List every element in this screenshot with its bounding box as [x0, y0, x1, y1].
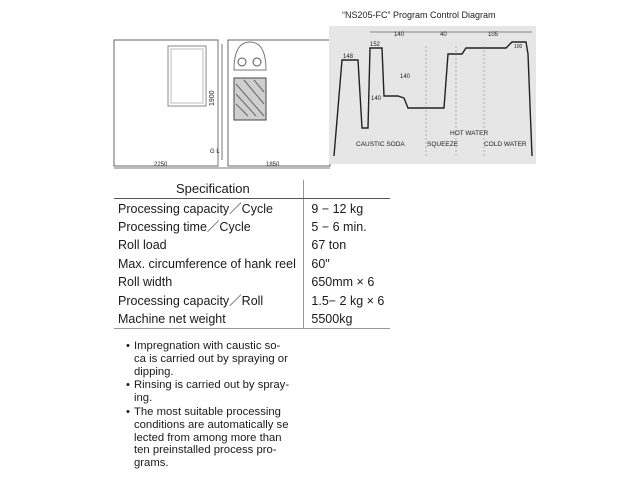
specification-table [114, 180, 390, 329]
spec-value: 60" [304, 255, 390, 273]
spec-label: Roll width [118, 275, 173, 290]
roller-housing [234, 42, 266, 70]
spec-label: Processing time／Cycle [118, 219, 251, 234]
spec-row [114, 310, 390, 329]
spec-label: Processing capacity／Roll [118, 293, 264, 308]
machine-window [168, 46, 206, 106]
note-line: ten preinstalled process pro- [134, 444, 277, 457]
note-item [126, 340, 336, 378]
spec-header: Specification [114, 180, 304, 199]
phase-label: CAUSTIC SODA [356, 141, 405, 148]
width-right-dimension-label: 1850 [266, 162, 280, 168]
duration-label: 105 [488, 32, 499, 38]
spec-value: 1.5− 2 kg × 6 [304, 291, 390, 309]
notes-list [126, 340, 336, 471]
temp-label: 140 [371, 96, 382, 102]
spec-value: 650mm × 6 [304, 273, 390, 291]
spec-label: Max. circumference of hank reel [118, 256, 296, 271]
machine-outline-drawing [110, 20, 334, 180]
spec-header-row [114, 180, 390, 199]
spec-row [114, 255, 390, 273]
gl-label: G L [210, 149, 220, 155]
note-bullet: • [126, 340, 130, 352]
note-bullet: • [126, 405, 130, 418]
note-line: ca is carried out by spraying or [134, 352, 288, 365]
temp-label: 152 [370, 42, 381, 48]
spec-label: Roll load [118, 238, 167, 253]
temp-label: 148 [343, 54, 354, 60]
spec-label: Processing capacity／Cycle [118, 201, 273, 216]
temp-label: 140 [400, 74, 411, 80]
note-line: The most suitable processing [134, 405, 281, 418]
note-item [126, 406, 336, 470]
phase-label: SQUEEZE [427, 141, 459, 148]
spec-row [114, 199, 390, 218]
program-control-diagram [326, 8, 538, 166]
note-line: Rinsing is carried out by spray- [134, 379, 290, 392]
spec-value: 5500kg [304, 310, 390, 329]
note-line: ing. [134, 392, 153, 405]
spec-row [114, 218, 390, 236]
duration-label: 40 [440, 32, 447, 38]
note-item [126, 379, 336, 405]
note-bullet: • [126, 379, 130, 392]
note-line: dipping. [134, 365, 174, 378]
temp-label: 100 [514, 44, 523, 50]
spec-row [114, 291, 390, 309]
note-line: conditions are automatically se [134, 418, 289, 431]
height-dimension-label: 1900 [209, 90, 216, 106]
duration-label: 140 [394, 32, 405, 38]
spec-value: 9 − 12 kg [304, 199, 390, 218]
note-line: Impregnation with caustic so- [134, 340, 281, 352]
spec-row [114, 273, 390, 291]
note-line: grams. [134, 457, 169, 470]
dye-tank [234, 78, 266, 120]
phase-label: HOT WATER [450, 130, 489, 137]
spec-label: Machine net weight [114, 310, 304, 329]
spec-value: 5 − 6 min. [304, 218, 390, 236]
spec-value: 67 ton [304, 236, 390, 254]
diagram-title: “NS205-FC” Program Control Diagram [342, 10, 496, 20]
spec-row [114, 236, 390, 254]
width-left-dimension-label: 2250 [154, 162, 168, 168]
note-line: lected from among more than [134, 431, 282, 444]
phase-label: COLD WATER [484, 141, 527, 148]
